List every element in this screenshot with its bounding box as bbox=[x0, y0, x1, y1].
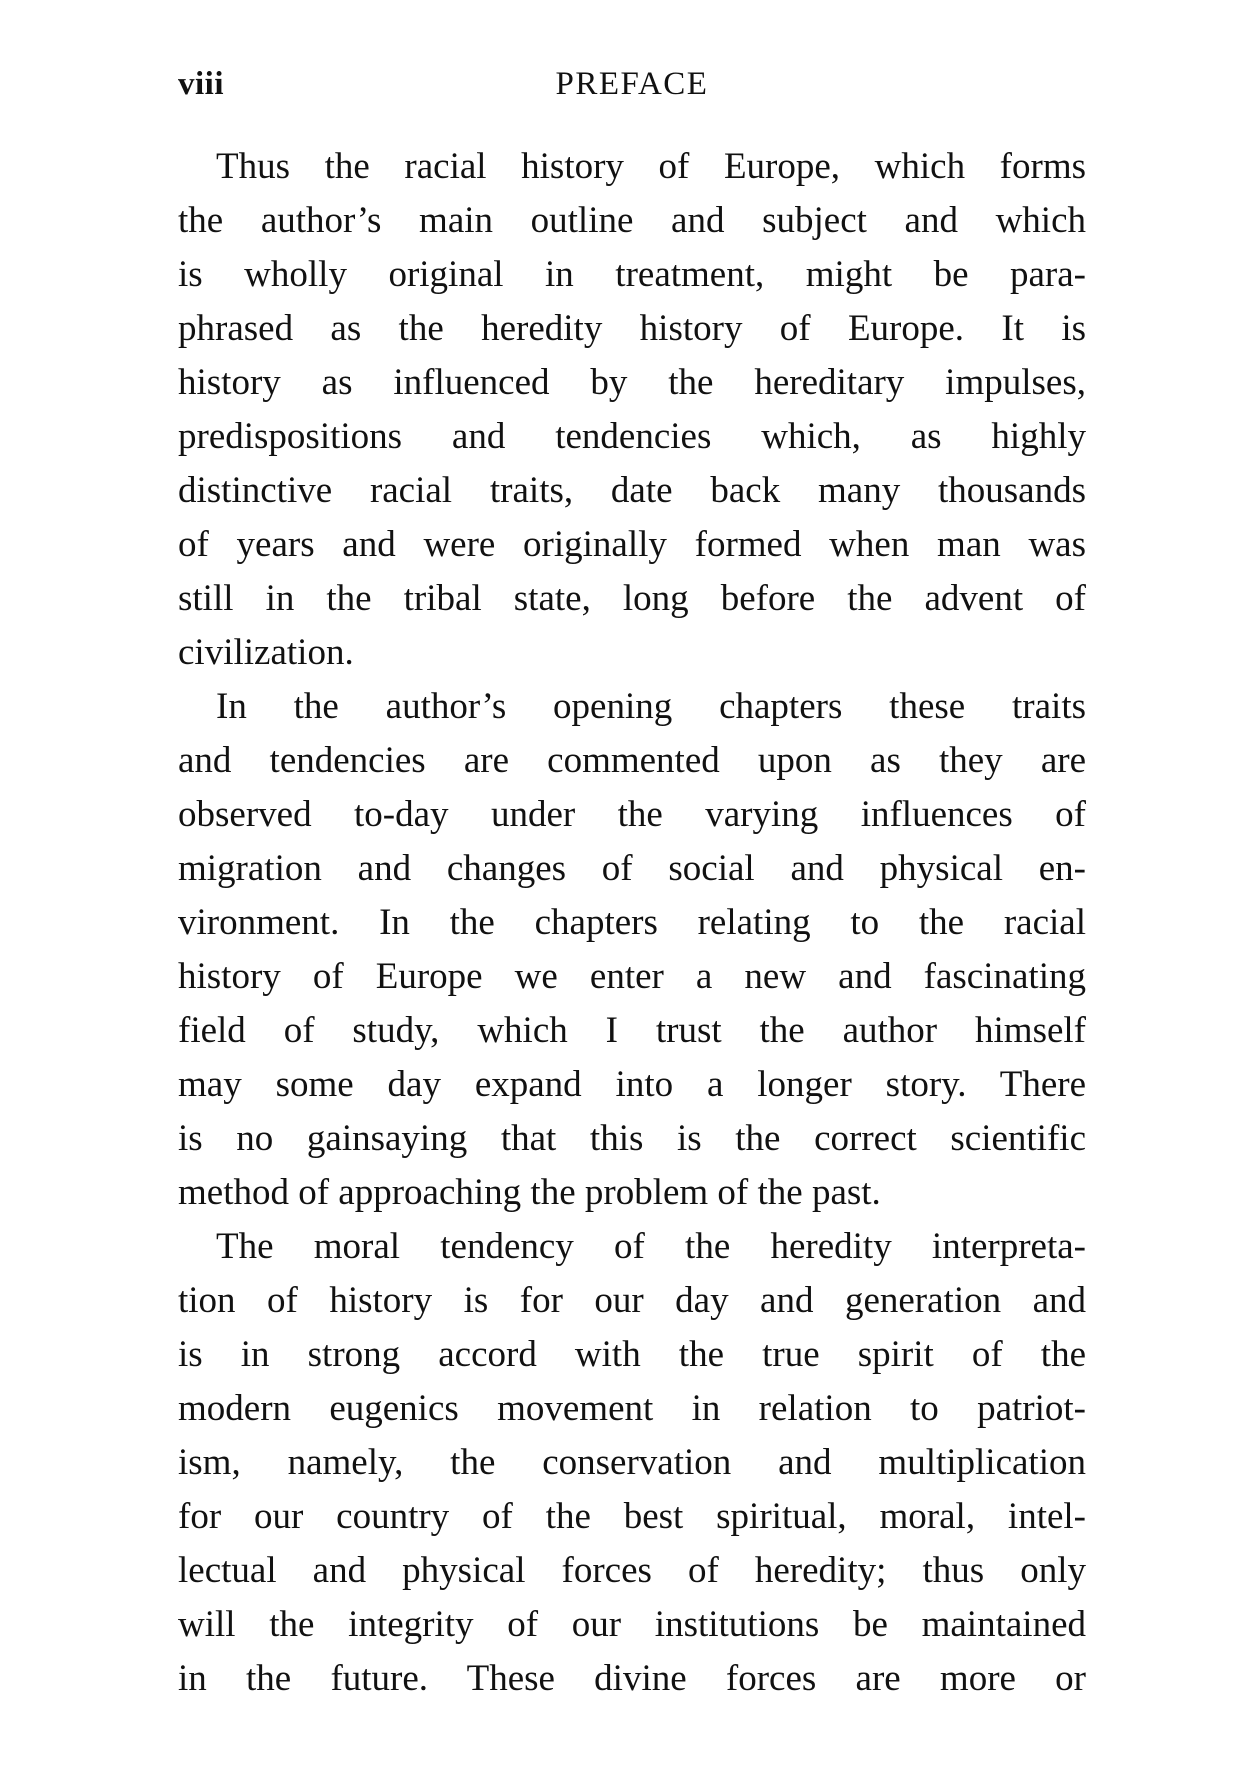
text-line: ism, namely, the conservation and multiplication bbox=[178, 1442, 1086, 1483]
text-line: is wholly original in treatment, might be para- bbox=[178, 254, 1086, 295]
text-line: The moral tendency of the heredity interpreta- bbox=[216, 1226, 1086, 1267]
paragraph bbox=[178, 140, 1086, 680]
text-line: history of Europe we enter a new and fascinating bbox=[178, 956, 1086, 997]
running-head bbox=[178, 62, 1086, 106]
text-line: of years and were originally formed when man was bbox=[178, 524, 1086, 565]
text-line: In the author’s opening chapters these traits bbox=[216, 686, 1086, 727]
text-line: vironment. In the chapters relating to the racial bbox=[178, 902, 1086, 943]
text-line: civilization. bbox=[178, 632, 354, 673]
text-line: phrased as the heredity history of Europe. It is bbox=[178, 308, 1086, 349]
text-line: and tendencies are commented upon as they are bbox=[178, 740, 1086, 781]
text-line: in the future. These divine forces are more or bbox=[178, 1658, 1086, 1699]
text-line: tion of history is for our day and generation and bbox=[178, 1280, 1086, 1321]
text-line: distinctive racial traits, date back many thousands bbox=[178, 470, 1086, 511]
body-text bbox=[178, 140, 1086, 1706]
text-line: migration and changes of social and physical en- bbox=[178, 848, 1086, 889]
text-line: method of approaching the problem of the past. bbox=[178, 1172, 881, 1213]
text-line: may some day expand into a longer story. There bbox=[178, 1064, 1086, 1105]
text-line: is no gainsaying that this is the correct scientific bbox=[178, 1118, 1086, 1159]
text-line: predispositions and tendencies which, as highly bbox=[178, 416, 1086, 457]
text-line: observed to-day under the varying influences of bbox=[178, 794, 1086, 835]
running-title: PREFACE bbox=[555, 66, 709, 102]
paragraph bbox=[178, 1220, 1086, 1706]
text-line: the author’s main outline and subject and which bbox=[178, 200, 1086, 241]
text-line: Thus the racial history of Europe, which forms bbox=[216, 146, 1086, 187]
text-line: field of study, which I trust the author himself bbox=[178, 1010, 1086, 1051]
text-line: still in the tribal state, long before the advent of bbox=[178, 578, 1086, 619]
text-line: history as influenced by the hereditary impulses, bbox=[178, 362, 1086, 403]
page-number: viii bbox=[178, 66, 225, 102]
text-line: lectual and physical forces of heredity; thus only bbox=[178, 1550, 1086, 1591]
text-line: will the integrity of our institutions be maintained bbox=[178, 1604, 1086, 1645]
text-line: modern eugenics movement in relation to patriot- bbox=[178, 1388, 1086, 1429]
paragraph bbox=[178, 680, 1086, 1220]
text-line: is in strong accord with the true spirit of the bbox=[178, 1334, 1086, 1375]
text-line: for our country of the best spiritual, moral, intel- bbox=[178, 1496, 1086, 1537]
